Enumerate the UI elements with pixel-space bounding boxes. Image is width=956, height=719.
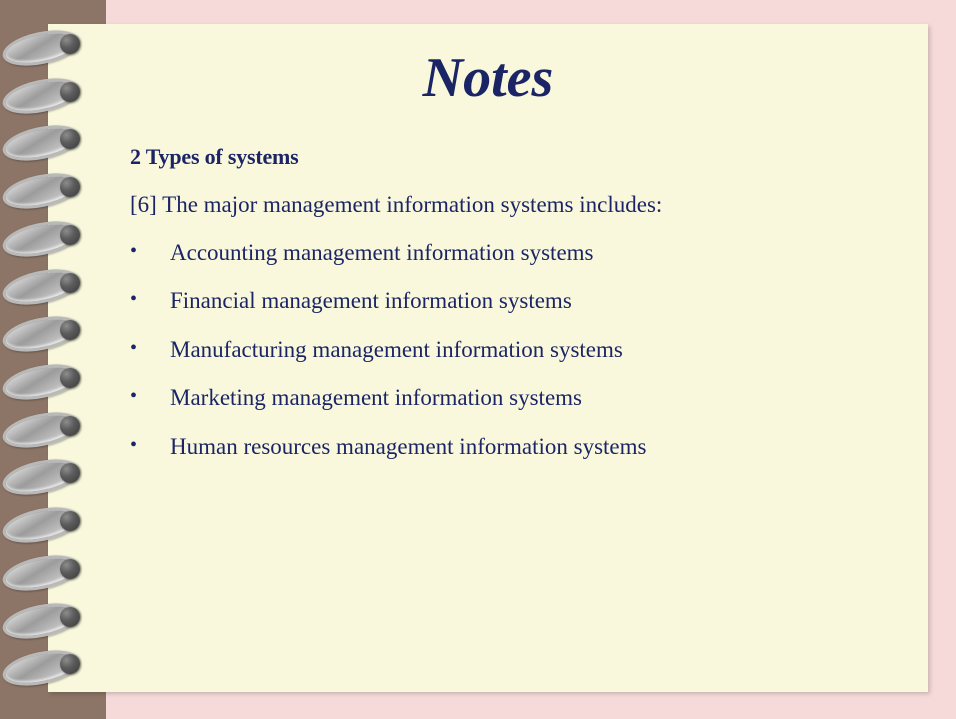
bullet-icon: •	[130, 240, 138, 262]
section-heading: 2 Types of systems	[130, 144, 299, 169]
list-item	[130, 337, 890, 363]
page-title: Notes	[422, 47, 554, 109]
bullet-icon: •	[130, 288, 138, 311]
slide-content	[48, 24, 928, 692]
list-item	[130, 288, 890, 314]
list-item-label: Accounting management information systems	[170, 240, 594, 265]
list-item	[130, 434, 890, 460]
list-item-label: Marketing management information systems	[170, 385, 582, 411]
bullet-icon: •	[130, 385, 138, 408]
bullet-icon: •	[130, 433, 138, 456]
lead-paragraph: [6] The major management information systems includes:	[130, 192, 663, 217]
list-item-label: Human resources management information systems	[170, 433, 647, 459]
body-block	[130, 144, 890, 482]
bullet-icon: •	[130, 336, 138, 359]
list-item	[130, 240, 890, 266]
list-item	[130, 385, 890, 411]
list-item-label: Financial management information systems	[170, 288, 572, 314]
bullet-list	[130, 240, 890, 460]
list-item-label: Manufacturing management information systems	[170, 336, 623, 362]
